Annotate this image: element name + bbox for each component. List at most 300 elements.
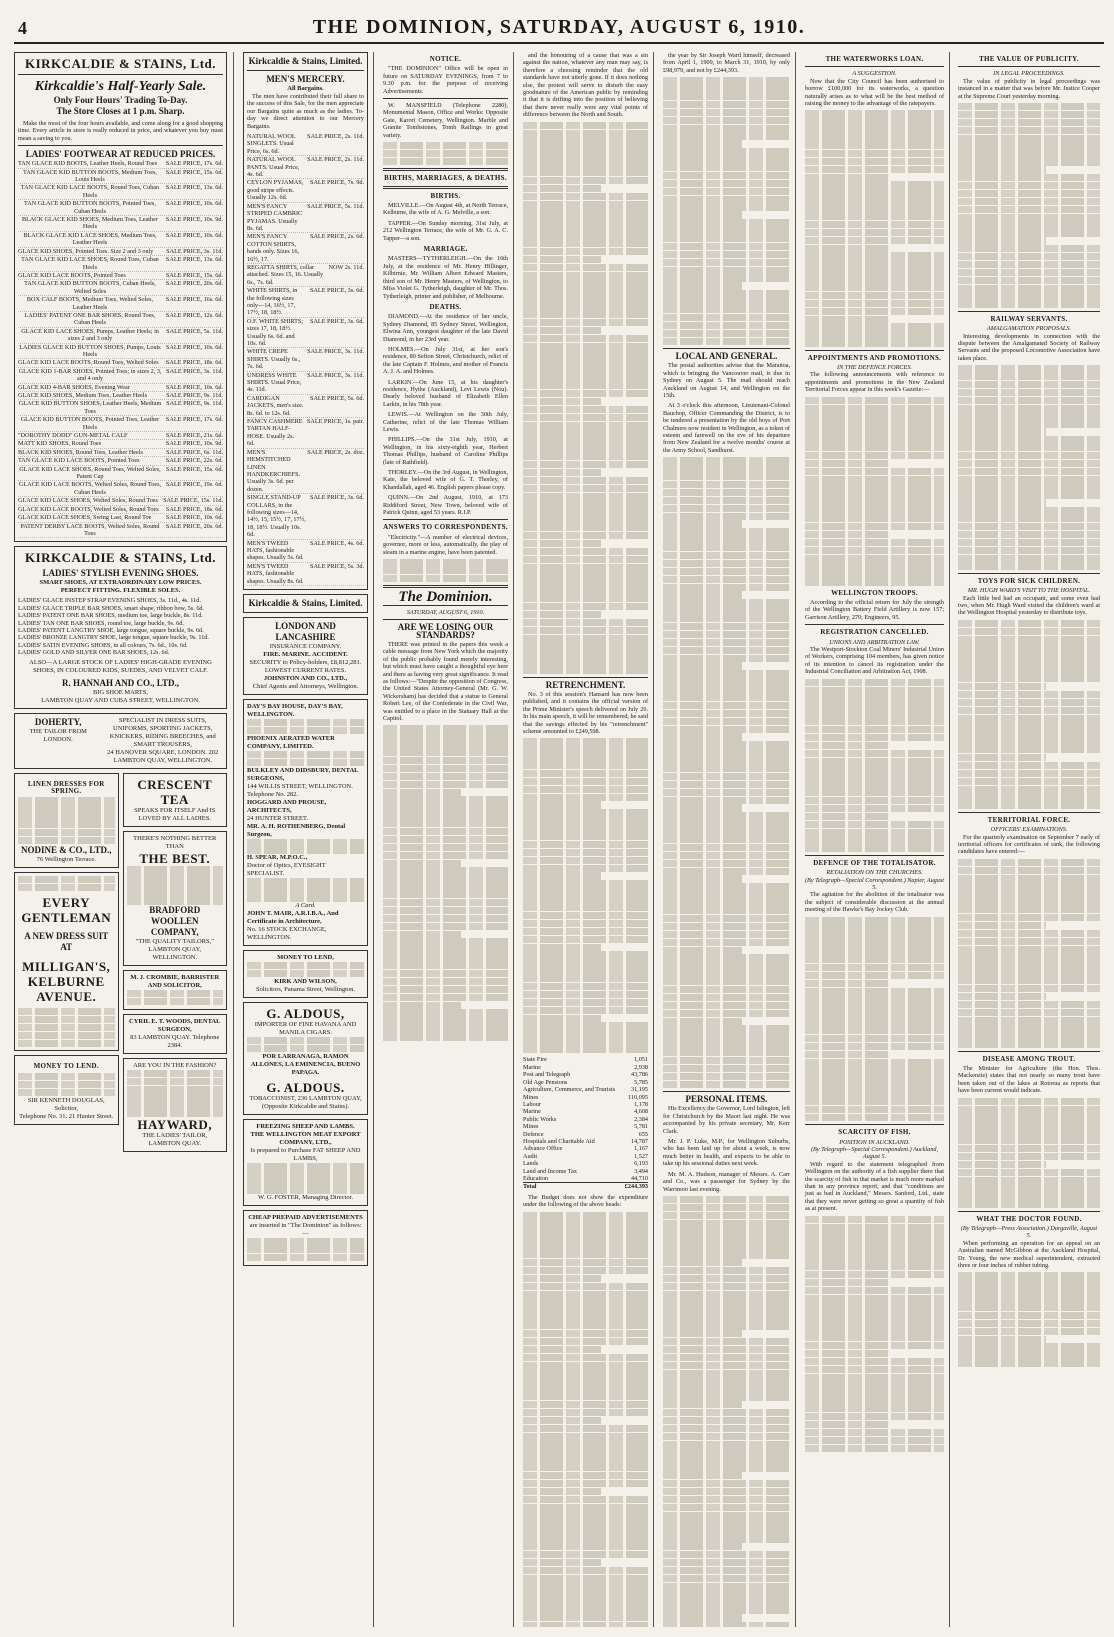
editorial-title: ARE WE LOSING OUR STANDARDS?: [397, 622, 494, 640]
stats-label: Mines: [523, 1093, 539, 1101]
item-name: GLACE KID SHOES, Medium Toes, Leather Heels: [18, 392, 148, 399]
milligans-name: MILLIGAN'S, KELBURNE AVENUE.: [22, 959, 111, 1004]
fish-body: With regard to the statement telegraphed from Wellington on the authority of a fish supplier there that the scarcity of fish in that market is much more marked than in any province report, and that "conditions are just as bad in Auckland," Messrs. Sanford, Ltd., state that they were never getting so great a quantity of fish as at present.: [805, 1160, 944, 1213]
territorial-body: For the quarterly examination on September 7 early of territorial officers for certificates of rank, the following candidates have entered:—: [958, 833, 1100, 856]
price-item: [247, 372, 364, 395]
aldous-sub: IMPORTER OF FINE HAVANA AND MANILA CIGARS.: [254, 1020, 357, 1036]
item-price: SALE PRICE, 15s. 6d.: [165, 271, 223, 279]
aldous-name: G. ALDOUS,: [266, 1005, 345, 1021]
item-name: "DOROTHY DODD" GUN-METAL CALF: [18, 432, 128, 440]
marriage-1: MASTERS—TYTHERLEIGH.—On the 16th July, at the residence of Mr. Henry Hillinger, Kilbirnie, Mr. William Albert Edward Masters, third son of Mr. Henry Masters, of Wellington, to Miss Violet G. Tytherleigh, daughter of Mr. Thos. Tytherleigh, printer and publisher, of Melbourne.: [383, 255, 508, 300]
officers-title: OFFICERS' EXAMINATIONS.: [990, 826, 1068, 834]
stats-value: 44,710: [630, 1174, 648, 1182]
unions-title: UNIONS AND ARBITRATION LAW.: [829, 638, 920, 646]
stats-label: Marine: [523, 1063, 541, 1071]
column-3-text: [383, 725, 508, 1040]
stats-label: Mines: [523, 1123, 539, 1131]
local-text: [663, 457, 790, 1088]
totalisator-text: [805, 917, 944, 1122]
price-item: [247, 179, 364, 202]
item-price: SALE PRICE, 3s. 11d.: [307, 371, 364, 379]
doherty-spec: SPECIALIST IN DRESS SUITS, UNIFORMS, SPORTING JACKETS, KNICKERS, RIDING BREECHES, and SMART TROUSERS,: [109, 716, 216, 748]
item-name: NATURAL WOOL SINGLETS. Usual Price, 6s. 6d.: [247, 133, 296, 155]
item-name: MEN'S TWEED HATS, fashionable shapes. Usually 5s. 6d.: [247, 539, 304, 562]
price-item: [18, 440, 223, 448]
stats-row: [523, 1160, 648, 1167]
item-name: TAN GLACE KID BUTTON BOOTS, Medium Toes, Louis Heels: [22, 168, 157, 184]
woods-ad: [123, 1014, 228, 1054]
bmd-title: BIRTHS, MARRIAGES, & DEATHS.: [384, 174, 507, 183]
item-price: SALE PRICE, 15s. 6d.: [165, 465, 223, 473]
item-name: LADIES' PATENT ONE BAR SHOES, Round Toes, Cuban Heels: [24, 311, 156, 327]
item-price: SALE PRICE, 10s. 6d.: [165, 231, 223, 239]
publicity-text: [958, 103, 1100, 308]
foster: W. G. FOSTER, Managing Director.: [257, 1194, 354, 1202]
stats-value: 1,527: [634, 1152, 648, 1160]
editorial-continued: and the honouring of a cause that was a sin against the nation, whatever any man may say, is therefore a choosing reminder that the old standards have not utterly gone. If it does nothing else, the protest will serve to disturb the easy goodnature of the American public by reminding it that it is drifting into the position of believing that there never really were any vital points of difference between the North and South.: [523, 52, 648, 119]
fish-dateline: (By Telegraph—Special Correspondent.) Auckland, August 5.: [810, 1146, 939, 1161]
waterworks-title: THE WATERWORKS LOAN.: [825, 55, 924, 63]
kirkcaldie-sale-ad: [14, 52, 227, 542]
evening-shoes-ad: [14, 546, 227, 708]
column-6: [800, 52, 950, 1627]
item-price: SALE PRICE, 10s. 6d.: [165, 200, 223, 208]
london-rates: LOWEST CURRENT RATES.: [264, 667, 347, 674]
mercery-intro: The men have contributed their full share to the success of this Sale, for the men appreciate our Bargains quite as much as the ladies. To-day we direct attention to our Mercery Bargains.: [247, 93, 364, 130]
toys-body: Each little bed had an occupant, and some even had two, when Mr. Hugh Ward visited the children's ward at the Wellington Hospital yesterday to distribute toys.: [958, 594, 1100, 617]
registration-title: REGISTRATION CANCELLED.: [820, 628, 929, 637]
editorial-body: THERE was printed in the papers this week a cable message from New York which the majority of the public probably found merely interesting, but which must have caught a thoughtful eye here and there as having very great significance. It read as follows:—"Despite the opposition of Congress, the United States Attorney-General (Mr. G. W. Wickersham) has decided that a statue to General Robert Lee, of the Confederate in the Civil War, was entitled to a place in the Statuary Hall at the Capitol.: [383, 640, 508, 722]
price-item: [18, 216, 223, 232]
item-price: SALE PRICE, 15s. 11d.: [163, 497, 223, 505]
column-7: [954, 52, 1104, 1627]
stats-row: [523, 1071, 648, 1078]
london-lines: FIRE. MARINE. ACCIDENT.: [263, 651, 348, 658]
personal-text: [663, 1196, 790, 1627]
death-6: THORLEY.—On the 3rd August, in Wellington, Kate, the beloved wife of G. T. Thorley, of Khandallah, aged 46. English papers please copy.: [383, 469, 508, 491]
bulkley: BULKLEY AND DIDSBURY, DENTAL SURGEONS,: [247, 766, 359, 782]
spear: H. SPEAR, M.P.O.C.,: [247, 854, 308, 862]
linen-ad: [14, 773, 119, 868]
item-price: SALE PRICE, 5s. 6d.: [310, 394, 364, 402]
personal-title: PERSONAL ITEMS.: [685, 1094, 768, 1105]
item-price: SALE PRICE, 13s. 6d.: [165, 256, 223, 264]
column-1: [14, 52, 234, 1627]
column-2: [238, 52, 374, 1627]
item-price: SALE PRICE, 17s. 6d.: [165, 160, 223, 168]
stats-label: Hospitals and Charitable Aid: [523, 1137, 595, 1145]
doctor-text: [958, 1272, 1100, 1366]
kirkcaldie-brand: KIRKCALDIE & STAINS, Ltd.: [24, 56, 217, 71]
suggestion-title: A SUGGESTION.: [852, 70, 897, 78]
retrenchment-text: [523, 738, 648, 1053]
crescent-tea-ad: [123, 773, 228, 827]
price-item: [18, 497, 223, 505]
item-name: GLACE KID BUTTON SHOES, Leather Heels, Medium Toes: [18, 400, 162, 415]
sale-subtitle: Only Four Hours' Trading To-Day.: [53, 95, 188, 105]
bradford-sub: "THE QUALITY TAILORS," LAMBTON QUAY, WELLINGTON.: [135, 938, 214, 962]
price-item: [18, 400, 223, 416]
evening-item: LADIES' BRONZE LANGTRY SHOE, large tongue, square buckle, 9s. 11d.: [18, 634, 209, 642]
stats-row: [523, 1101, 648, 1108]
bradford-ad: [123, 831, 228, 966]
stats-value: 5,781: [634, 1123, 648, 1131]
item-name: GLACE KID LACE BOOTS, Welted Soles, Round Toes, Cuban Heels: [18, 481, 162, 496]
price-item: [18, 256, 223, 272]
price-item: [18, 449, 223, 457]
evening-item: LADIES' GOLD AND SILVER ONE BAR SHOES, 12s. 6d.: [18, 649, 170, 657]
evening-item: LADIES' GLACE INSTEP STRAP EVENING SHOES, 3s. 11d., 4s. 11d.: [18, 597, 201, 605]
stats-value: 1,167: [634, 1145, 648, 1153]
item-price: SALE PRICE, 19s. 6d.: [165, 481, 223, 489]
doctor-dateline: (By Telegraph—Press Association.) Dargaville, August 5.: [960, 1225, 1098, 1240]
aldous-name-2: G. ALDOUS.: [266, 1079, 345, 1095]
bulkley-address: 144 WILLIS STREET, WELLINGTON. Telephone No. 282.: [247, 782, 353, 798]
item-price: SALE PRICE, 21s. 6d.: [165, 432, 223, 440]
stats-value: £244,393: [624, 1183, 648, 1191]
newspaper-title: THE DOMINION, SATURDAY, AUGUST 6, 1910.: [312, 16, 806, 38]
best-title: THE BEST.: [139, 850, 211, 866]
stats-value: 2,384: [634, 1115, 648, 1123]
london-sub: INSURANCE COMPANY.: [269, 643, 342, 650]
evening-item: LADIES' GLACE TRIPLE BAR SHOES, smart shape, ribbon bow, 5s. 6d.: [18, 604, 205, 612]
item-price: SALE PRICE, 3s. 11d.: [166, 247, 223, 255]
sale-intro: Make the most of the four hours available, and come along for a good shopping time. Every article in store is really reduced in price, and whatever you buy must mean a saving to you.: [18, 120, 223, 142]
item-name: BOX CALF BOOTS, Medium Toes, Welted Soles, Leather Heels: [26, 296, 154, 311]
doherty-address: 24 HANOVER SQUARE, LONDON. 202 LAMBTON QUAY, WELLINGTON.: [107, 748, 219, 764]
kirk-wilson: KIRK AND WILSON,: [274, 977, 337, 985]
item-price: SALE PRICE, 5s. 11d.: [307, 202, 364, 210]
item-price: SALE PRICE, 10s. 6d.: [165, 343, 223, 351]
item-name: TAN GLACE KID BUTTON BOOTS, Pointed Toes, Cuban Heels: [24, 200, 156, 215]
item-price: SALE PRICE, 5s. 11d.: [166, 327, 223, 335]
item-price: SALE PRICE, 10s. 9d.: [165, 440, 223, 448]
trout-title: DISEASE AMONG TROUT.: [982, 1054, 1076, 1063]
item-price: SALE PRICE, 2s. 6d.: [310, 233, 364, 241]
kirkcaldie-limited-2-ad: [243, 594, 368, 613]
local-general-title: LOCAL AND GENERAL.: [675, 351, 778, 361]
stats-label: Education: [523, 1174, 549, 1182]
hannah-name: R. HANNAH AND CO., LTD.,: [62, 677, 179, 688]
hannah-sub: BIG SHOE MARTS,: [92, 688, 149, 696]
price-item: [247, 563, 364, 586]
personal-body-1: His Excellency the Governor, Lord Islington, left for Christchurch by the Maori last night. He was accompanied by his private secretary, Mr. Kerr Clark.: [663, 1105, 790, 1135]
stats-label: Old Age Pensions: [523, 1078, 568, 1086]
unions-text: [805, 679, 944, 852]
stats-label: Public Works: [523, 1115, 557, 1123]
hayward-sub: THE LADIES' TAILOR, LAMBTON QUAY.: [142, 1132, 208, 1148]
item-name: MEN'S FANCY STRIPED CAMBRIC PYJAMAS. Usually 8s. 6d.: [247, 202, 303, 232]
price-item: [247, 156, 364, 179]
item-price: SALE PRICE, 3s. 6d.: [310, 317, 364, 325]
item-name: MATT KID SHOES, Round Toes: [18, 440, 102, 448]
doherty-sub: THE TAILOR FROM LONDON.: [29, 727, 87, 743]
retrenchment-text-2: [523, 1212, 648, 1627]
publicity-title: THE VALUE OF PUBLICITY.: [979, 55, 1079, 63]
item-name: MEN'S HEMSTITCHED LINEN HANDKERCHIEFS. Usually 3s. 6d. per dozen.: [247, 448, 301, 493]
meat-export-ad: [243, 1119, 368, 1207]
stats-row: [523, 1123, 648, 1130]
stats-label: Lands: [523, 1160, 539, 1168]
column-4: [518, 52, 654, 1627]
bradford-name: BRADFORD WOOLLEN COMPANY,: [149, 905, 201, 938]
item-name: GLACE KID LACE SHOES, Round Toes, Welted Soles, Patent Cap: [19, 465, 161, 481]
appointments-body: The following announcements with reference to appointments and promotions in the New Zealand Territorial Forces appear in this week's Gazette:—: [805, 371, 944, 394]
price-item: [18, 344, 223, 360]
stats-label: Land and Income Tax: [523, 1167, 577, 1175]
kirk-wilson-sub: Solicitors, Panama Street, Wellington.: [255, 985, 355, 993]
price-item: [18, 392, 223, 400]
a-card: A Card.: [295, 902, 316, 910]
death-3: LARKIN.—On June 15, at his daughter's residence, Hythe (Auckland), Levi Lewis (Nou). Dearly beloved husband of Elizabeth Ellen Larkin, in his 78th year.: [383, 378, 508, 408]
item-price: SALE PRICE, 3s. 6d.: [310, 494, 364, 502]
doherty-ad: [14, 713, 227, 769]
crescent-title: CRESCENT TEA: [137, 776, 213, 807]
johnston-name: JOHNSTON AND CO., LTD.,: [263, 675, 348, 682]
price-item: [18, 232, 223, 248]
price-item: [18, 169, 223, 185]
appointments-title: APPOINTMENTS AND PROMOTIONS.: [807, 353, 942, 362]
stats-label: Post and Telegraph: [523, 1071, 571, 1079]
death-1: DIAMOND.—At the residence of her uncle, Sydney Diamond, 85 Sydney Street, Wellington, Elwina Ann, youngest daughter of the late David Diamond, in her 23rd year.: [383, 313, 508, 343]
item-name: BLACK GLACE KID LACE SHOES, Medium Toes, Leather Heels: [23, 231, 157, 247]
new-dress-suit: A NEW DRESS SUIT AT: [24, 931, 109, 952]
item-price: SALE PRICE, 4s. 6d.: [310, 539, 364, 547]
nodine-name: NODINE & CO., LTD.,: [21, 844, 112, 855]
doctor-body: When performing an operation for an appeal on an Australian named McGibbon at the Auckland Hospital, Dr. Young, the new medical superintendent, extracted three or four inches of rubber tubing.: [958, 1239, 1100, 1270]
territorial-title: TERRITORIAL FORCE.: [987, 815, 1071, 824]
item-price: SALE PRICE, 10s. 6d.: [165, 383, 223, 391]
item-name: UNDRESS WHITE SHIRTS. Usual Price, 4s. 11d.: [247, 371, 302, 394]
evening-subtitle: SMART SHOES, AT EXTRAORDINARY LOW PRICES.: [39, 579, 202, 587]
doctor-title: WHAT THE DOCTOR FOUND.: [976, 1214, 1082, 1223]
item-name: TAN GLACE KID LACE BOOTS, Pointed Toes: [18, 457, 140, 465]
column-5-text: [663, 77, 790, 345]
item-name: O.F. WHITE SHIRTS; sizes 17, 18, 18½. Usually 6s. 6d. and 10s. 6d.: [247, 317, 304, 347]
price-item: [247, 318, 364, 349]
waterworks-text: [805, 110, 944, 346]
retrenchment-title: RETRENCHMENT.: [545, 679, 626, 690]
price-item: [18, 432, 223, 440]
amalgamation-title: AMALGAMATION PROPOSALS.: [987, 325, 1071, 333]
death-7: QUINN.—On 2nd August, 1910, at 173 Riddiford Street, New Town, beloved wife of Patrick Quinn, aged 53 years. R.I.P.: [383, 494, 508, 517]
item-price: SALE PRICE, 13s. 6d.: [165, 184, 223, 192]
column-5-continued: the year by Sir Joseph Ward himself, decreased from April 1, 1909, to March 31, 1910, by only £98,979, and not by £244,393.: [663, 52, 790, 74]
price-item: [18, 384, 223, 392]
totalisator-title: DEFENCE OF THE TOTALISATOR.: [813, 858, 936, 867]
item-price: SALE PRICE, 2s. 11d.: [307, 156, 364, 164]
stats-row: [523, 1153, 648, 1160]
stats-row: [523, 1079, 648, 1086]
totalisator-body: The agitation for the abolition of the totalisator was the subject of considerable discussion at the annual meeting of the Hawke's Bay Jockey Club.: [805, 891, 944, 914]
retaliation-title: RETALIATION ON THE CHURCHES.: [826, 869, 923, 877]
aldous-opposite: (Opposite Kirkcaldie and Stains).: [261, 1102, 349, 1110]
item-name: NATURAL WOOL PANTS. Usual Price, 4s. 6d.: [247, 156, 300, 179]
stats-row: [523, 1182, 648, 1190]
meat-body: Is prepared to Purchase FAT SHEEP AND LAMBS,: [250, 1146, 361, 1162]
stats-value: 31,195: [630, 1086, 648, 1094]
price-item: [247, 264, 364, 287]
item-name: CARDIGAN JACKETS, men's size. 8s. 6d. to 12s. 6d.: [247, 394, 304, 417]
stats-value: 14,787: [630, 1137, 648, 1145]
item-price: SALE PRICE, 17s. 6d.: [165, 416, 223, 424]
woods-name: CYRIL E. T. WOODS, DENTAL SURGEON,: [129, 1017, 221, 1033]
hayward-ad: [123, 1058, 228, 1152]
scarcity-title: SCARCITY OF FISH.: [838, 1128, 911, 1137]
evening-item: LADIES' PATENT LANGTRY SHOE, large tongue, square buckle, 9s. 6d.: [18, 626, 204, 634]
item-price: SALE PRICE, 3s. 11d.: [166, 367, 223, 375]
personal-body-3: Mr. M. A. Hudson, manager of Messrs. A. Carr and Co., was a passenger for Sydney by the Warrimoo last evening.: [663, 1170, 790, 1193]
item-price: SALE PRICE, 9s. 11d.: [166, 400, 223, 408]
page-number: 4: [18, 18, 27, 38]
notice-body: "THE DOMINION" Office will be open in future on SATURDAY EVENINGS, from 7 to 9.30 p.m. for the purpose of receiving Advertisements.: [383, 65, 508, 95]
stats-row: [523, 1168, 648, 1175]
item-name: GLACE KID 4-BAR SHOES, Evening Wear: [18, 383, 130, 391]
item-price: SALE PRICE, 16s. 6d.: [165, 296, 223, 304]
stats-label: Audit: [523, 1152, 538, 1160]
item-price: SALE PRICE, 1s. pair.: [306, 418, 364, 426]
item-name: GLACE KID 1-BAR SHOES, Pointed Toes; in sizes 2, 3, and 4 only: [18, 367, 162, 383]
railway-title: RAILWAY SERVANTS.: [990, 314, 1068, 323]
hoggard: HOGGARD AND PROUSE, ARCHITECTS,: [247, 798, 327, 814]
marriage-title: MARRIAGE.: [423, 245, 468, 254]
price-item: [18, 523, 223, 539]
stats-value: 2,938: [634, 1063, 648, 1071]
item-name: GLACE KID BUTTON BOOTS, Pointed Toes, Leather Heels: [20, 416, 160, 431]
evening-list: [18, 597, 223, 656]
price-item: [247, 418, 364, 449]
item-price: SALE PRICE, 3s. 6d.: [310, 287, 364, 295]
stats-value: 1,051: [634, 1056, 648, 1064]
sale-title: Kirkcaldie's Half-Yearly Sale.: [34, 79, 207, 94]
item-price: SALE PRICE, 10s. 9d.: [165, 216, 223, 224]
doherty-name: DOHERTY,: [34, 716, 82, 727]
stats-value: 5,785: [634, 1078, 648, 1086]
kirkcaldie-limited-2: Kirkcaldie & Stains, Limited.: [248, 598, 363, 608]
price-item: [18, 328, 223, 344]
stats-row: [523, 1116, 648, 1123]
every-gentleman: EVERY GENTLEMAN: [21, 895, 112, 925]
item-price: SALE PRICE, 3s. 11d.: [307, 348, 364, 356]
notice-title: NOTICE.: [429, 55, 462, 63]
price-item: [18, 457, 223, 465]
item-price: SALE PRICE, 15s. 6d.: [165, 168, 223, 176]
item-price: SALE PRICE, 2s. doz.: [307, 448, 364, 456]
stats-value: 6,193: [634, 1160, 648, 1168]
footwear-title: LADIES' FOOTWEAR AT REDUCED PRICES.: [25, 149, 216, 160]
stats-label: Advance Office: [523, 1145, 563, 1153]
rothenberg: MR. A. H. ROTHENBERG, Dental Surgeon,: [247, 822, 346, 838]
toys-text: [958, 620, 1100, 809]
position-title: POSITION IN AUCKLAND.: [839, 1138, 910, 1146]
evening-item: LADIES' SATIN EVENING SHOES, in all colours, 7s. 6d., 10s. 6d.: [18, 641, 188, 649]
column-3: [378, 52, 514, 1627]
item-name: TAN GLACE KID BUTTON BOOTS, Cuban Heels, Welted Soles: [24, 280, 156, 295]
item-price: SALE PRICE, 20s. 6d.: [165, 280, 223, 288]
item-name: LADIES GLACE KID BUTTON SHOES, Pumps, Louis Heels: [19, 343, 161, 358]
mercery-title: MEN'S MERCERY.: [266, 74, 345, 84]
territorial-text: [958, 859, 1100, 1048]
retrenchment-body: No. 3 of this session's Hansard has now been published, and it contains the official version of the Prime Minister's speech delivered on July 20. In his main speech, it will be remembered, he said that the savings effected by his "retrenchment" scheme amounted to £249,598.: [523, 690, 648, 735]
hannah-address: LAMBTON QUAY AND CUBA STREET, WELLINGTON.: [41, 696, 200, 704]
item-name: REGATTA SHIRTS, collar attached. Sizes 15, 16. Usually 6s., 7s. 6d.: [247, 263, 324, 286]
appointments-text: [805, 397, 944, 586]
stats-value: 655: [638, 1130, 648, 1138]
footwear-list: [18, 160, 223, 538]
trout-text: [958, 1098, 1100, 1208]
london-security: SECURITY to Policy-holders, £8,812,281.: [249, 659, 362, 666]
all-bargains: All Bargains.: [287, 85, 324, 92]
item-name: PATENT DERBY LACE BOOTS, Welted Soles, Round Toes: [20, 522, 160, 537]
item-name: TAN GLACE KID BOOTS, Leather Heels, Round Toes: [18, 160, 158, 168]
money-title-2: MONEY TO LEND,: [277, 954, 334, 962]
fish-text: [805, 1216, 944, 1452]
item-price: SALE PRICE, 2s. 11d.: [307, 133, 364, 141]
stats-label: Labour: [523, 1100, 541, 1108]
item-name: GLACE KID LACE BOOTS, Round Toes, Welted Soles: [18, 359, 159, 367]
mercery-list: [247, 133, 364, 586]
item-price: SALE PRICE, 22s. 6d.: [165, 457, 223, 465]
item-name: CEYLON PYJAMAS, good stripe effects. Usually 12s. 6d.: [247, 179, 304, 202]
store-closes: The Store Closes at 1 p.m. Sharp.: [56, 106, 185, 116]
item-price: SALE PRICE, 7s. 9d.: [310, 179, 364, 187]
best-pre: THERE'S NOTHING BETTER THAN: [133, 834, 217, 850]
london-title: LONDON AND LANCASHIRE: [275, 621, 336, 642]
crombie-name: M. J. CROMBIE, BARRISTER AND SOLICITOR,: [130, 974, 220, 990]
stats-value: 4,608: [634, 1108, 648, 1116]
price-item: [18, 296, 223, 312]
stats-row: [523, 1086, 648, 1093]
item-price: SALE PRICE, 10s. 6d.: [165, 514, 223, 522]
death-2: HOLMES.—On July 31st, at her son's residence, 80 Sefton Street, Christchurch, relict of the late Captain F. Holmes, and mother of Francis A. J. A. and Holmes.: [383, 345, 508, 376]
stats-value: 1,178: [634, 1100, 648, 1108]
death-5: PHILLIPS.—On the 31st July, 1910, at Wellington, in his sixty-eighth year, Herbert Thomas Phillips, husband of Caroline Phillips (late of Rathfield).: [383, 436, 508, 466]
evening-subtitle-2: PERFECT FITTING. FLEXIBLE SOLES.: [60, 587, 181, 595]
wellington-troops-body: According to the official return for July the strength of the Wellington Battery Field Artillery is now 157; Garrison Artillery, 270; Engineers, 95.: [805, 598, 944, 621]
price-item: [247, 348, 364, 371]
price-item: [18, 248, 223, 256]
milligans-ad: [14, 872, 119, 1052]
item-price: SALE PRICE, 9s. 11d.: [166, 392, 223, 399]
wellington-troops-title: WELLINGTON TROOPS.: [831, 588, 918, 597]
waterworks-body: Now that the City Council has been authorised to borrow £100,000 for its waterworks, a question naturally arises as to what will be the best method of raising the money to the advantage of the ratepayers.: [805, 77, 944, 108]
publicity-body: The value of publicity in legal proceedings was instanced in a matter that was before Mr. Justice Cooper at the Supreme Court yesterday morning.: [958, 77, 1100, 100]
crescent-sub: SPEAKS FOR ITSELF And IS LOVED BY ALL LADIES.: [134, 806, 216, 822]
solicitor-phone: Telephone No. 31. 21 Hunter Street.: [19, 1112, 114, 1120]
item-price: SALE PRICE, 6s. 11d.: [166, 448, 223, 456]
price-item: [18, 160, 223, 168]
correspondents-title: ANSWERS TO CORRESPONDENTS.: [383, 523, 508, 532]
stats-row: [523, 1094, 648, 1101]
item-name: GLACE KID LACE BOOTS, Pointed Toes: [18, 271, 126, 279]
birth-2: TAPPER.—On Sunday morning, 31st July, at 212 Wellington Terrace, the wife of Mr. G. A. C. Tapper—a son.: [383, 219, 508, 242]
hoggard-address: 24 HUNTER STREET.: [247, 814, 309, 822]
evening-also: ALSO—A LARGE STOCK OF LADIES' HIGH-GRADE EVENING SHOES, IN COLOURED KIDS, SUEDES, AND VELVET CALF.: [29, 658, 212, 674]
item-name: MEN'S TWEED HATS, fashionable shapes. Usually 8s. 6d.: [247, 562, 304, 585]
stats-value: 3,494: [634, 1167, 648, 1175]
aldous-brands: POR LARRANAGA, RAMON ALLONES, LA EMINENCIA, BUENO PAPAGA.: [250, 1052, 361, 1076]
mens-mercery-ad: [243, 52, 368, 590]
price-item: [18, 280, 223, 296]
births-title: BIRTHS.: [430, 191, 461, 200]
money-title: MONEY TO LEND.: [33, 1062, 99, 1071]
local-body-2: At 3 o'clock this afternoon, Lieutenant-Colonel Bauchop, Officer Commanding the District, is to be tendered a presentation by the old boys of Port Chalmers now resident in Wellington, as a token of esteem and farewell on the eve of his departure from New Zealand for a twelve months' course at the Army School, Sandhurst.: [663, 402, 790, 454]
local-body-1: The postal authorities advise that the Maranoa, which is bringing the Vancouver mail, is due in Sydney on August 5. The mail should reach Auckland on August 14, and Wellington on the 15th.: [663, 362, 790, 400]
hayward-name: HAYWARD,: [137, 1117, 213, 1133]
price-item: [18, 368, 223, 384]
stats-label: Total: [523, 1183, 537, 1191]
spear-sub: Doctor of Optics, EYESIGHT SPECIALIST.: [247, 862, 326, 878]
